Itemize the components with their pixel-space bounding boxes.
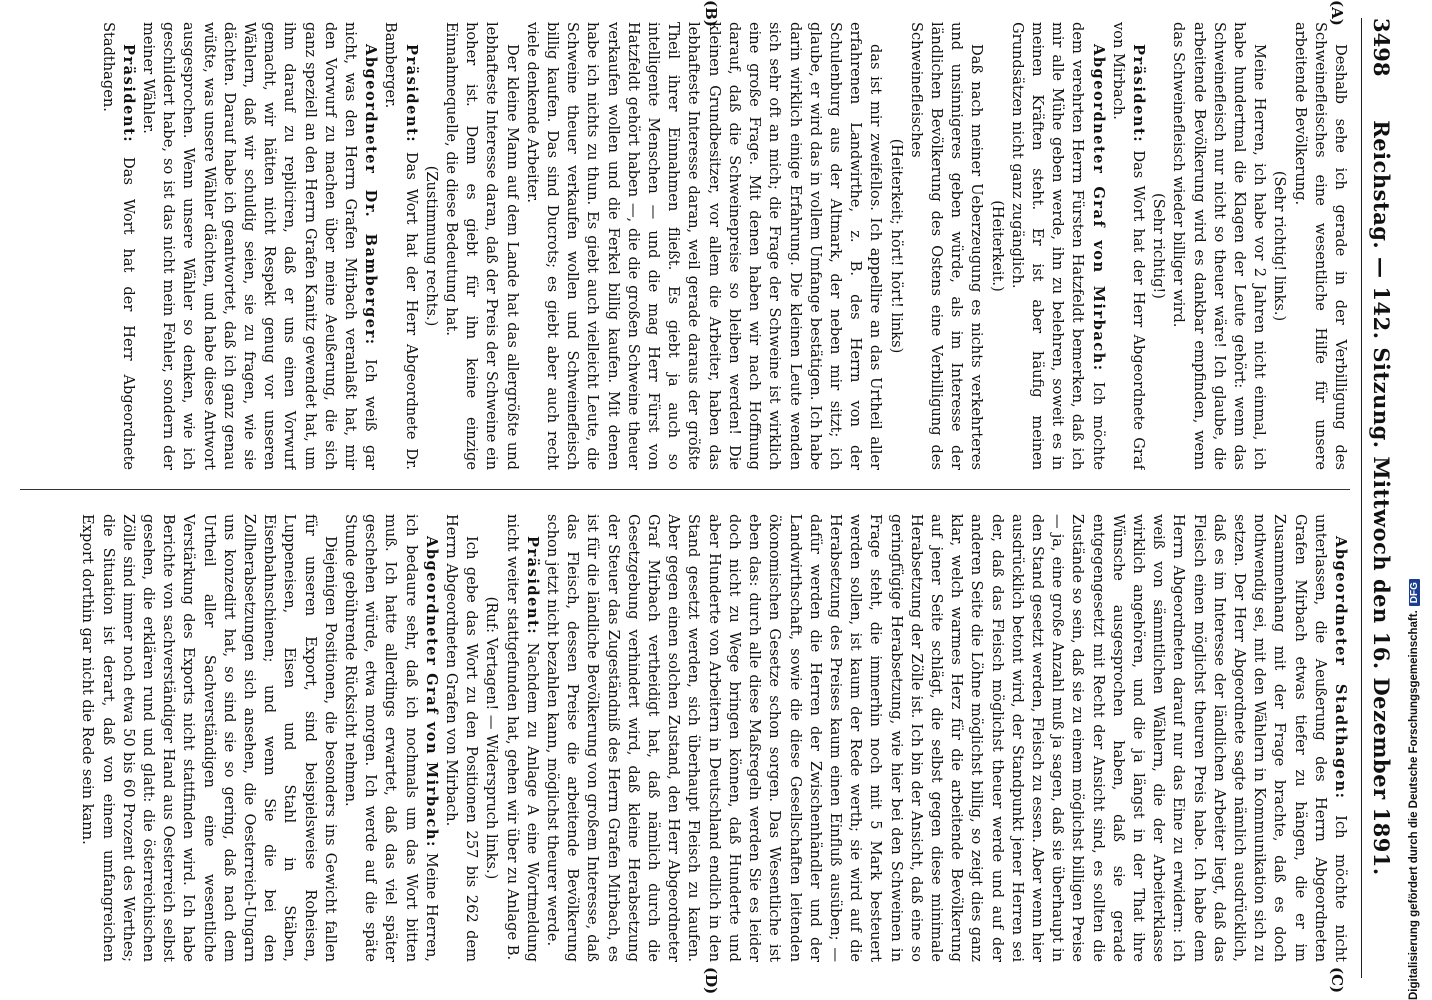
speaker-name: Präsident: xyxy=(1129,44,1147,144)
digitization-credit xyxy=(1408,0,1420,1000)
speech-text: Ich möchte dem verehrten Herrn Fürsten Hatzfeldt bemerken, daß ich mir alle Mühe geben werde, ihn zu belehren, soweit es in meinen Kräften steht. Er ist aber häufig meinen Grundsätzen nicht ganz zugänglich. xyxy=(1008,22,1107,470)
speech-paragraph xyxy=(138,22,380,470)
speech-text: Ich weiß gar nicht, was den Herrn Grafen Mirbach veranlaßt hat, mir den Vorwurf zu machen über meine Aeußerung, die sich ganz speziell an den Herrn Grafen Kanitz gewendet hat, um ihm darauf zu repliciren, daß er uns einen Vorwurf gemacht, wir hätten nicht Respekt genug vor unseren Wählern, daß wir schuldig seien, sie zu fragen, wie sie dächten. Darauf habe ich geantwortet, daß ich ganz genau wüßte, was unsere Wähler dächten, und habe diese Antwort ausgesprochen. Wenn unsere Wähler so denken, wie ich geschildert habe, so ist das nicht mein Fehler, sondern der meiner Wähler. xyxy=(140,22,380,470)
stage-direction: (Zustimmung rechts.) xyxy=(422,165,440,327)
speech-paragraph xyxy=(97,22,137,470)
speech-paragraph xyxy=(501,514,541,962)
speaker-name: Abgeordneter Graf von Mirbach: xyxy=(422,536,440,848)
right-column xyxy=(20,514,1350,962)
speech-text: Das Wort hat der Herr Abgeordnete Graf von Mirbach. xyxy=(1109,22,1147,470)
credit-text: Digitalisierung gefördert durch die Deutsche Forschungsgemeinschaft. xyxy=(1408,610,1420,1000)
left-column xyxy=(20,22,1350,470)
speech-text: Das Wort hat der Herr Abgeordnete Stadthagen. xyxy=(99,22,137,470)
page-number: 3498 xyxy=(1369,18,1394,77)
text-paragraph: das ist mir zweifellos. Ich appellire an das Urtheil aller erfahrenen Landwirthe, z. B. des Herrn von der Schulenburg aus der Altmark, der neben mir sitzt; ich glaube, er wird das in vollem Umfange bestätigen. Ich habe darin wirklich einige Erfahrung. Die kleinen Leute wenden sich sehr oft an mich; die Frage der Schweine ist wirklich eine große Frage. Mit denen haben wir nach Hoffnung darauf, daß die Schweinepreise so bleiben werden! Die kleinen Grundbesitzer, vor allem die Arbeiter, haben das lebhafteste Interesse daran, weil gerade daraus der größte Theil ihrer Einnahmen fließt. Es giebt ja auch so intelligente Menschen — und die mag Herr Fürst von Hatzfeldt gehört haben —, die die großen Schweine theuer verkaufen wollen und die Ferkel billig kaufen. Mit denen habe ich nichts zu thun. Es giebt auch vielleicht Leute, die Schweine theuer verkaufen wollen und Schweinefleisch billig kaufen. Das sind Ducrots; es giebt aber auch recht viele denkende Arbeiter. xyxy=(523,22,885,470)
text-paragraph: Diejenigen Positionen, die besonders ins Gewicht fallen für unseren Export, sind beispielsweise Roheisen, Luppeneisen, Eisen und Stahl in Stäben, Eisenbahnschienen; und wenn Sie die bei den Zollherabsetzungen sich ansehen, die Oesterreich-Ungarn uns konzedirt hat, so sind sie so gering, daß nach dem Urtheil aller Sachverständigen eine wesentliche Verstärkung des Exports nicht stattfinden wird. Ich habe Berichte von sachverständiger Hand aus Oesterreich selbst gesehen, die erklären rund und glatt: die österreichischen Zölle sind immer noch etwa 50 bis 60 Prozent des Werthes; die Situation ist derart, daß von einem umfangreichen Export dorthin gar nicht die Rede sein kann. xyxy=(79,514,339,962)
speech-text: Meine Herren, ich bedaure sehr, daß ich nochmals um das Wort bitten muß. Ich hatte allerdings erwartet, daß das viel später geschehen würde, etwa morgen. Ich werde auf die späte Stunde gebührende Rücksicht nehmen. xyxy=(342,514,440,962)
text-paragraph: Deshalb sehe ich gerade in der Verbilligung des Schweinefleisches eine wesentliche Hilfe für unsere arbeitende Bevölkerung. xyxy=(1291,22,1349,470)
speaker-name: Abgeordneter Graf von Mirbach: xyxy=(1089,44,1107,372)
speaker-name: Präsident: xyxy=(523,536,541,636)
speech-paragraph xyxy=(340,514,441,962)
margin-mark-b: (B) xyxy=(702,0,720,27)
speech-text: Das Wort hat der Herr Abgeordnete Dr. Bamberger. xyxy=(382,22,420,470)
speech-paragraph xyxy=(1007,22,1108,470)
text-paragraph: Ich gebe das Wort zu den Positionen 257 bis 262 dem Herrn Abgeordneten Grafen von Mirbach. xyxy=(443,514,481,962)
margin-mark-c: (C) xyxy=(1328,967,1346,994)
speech-paragraph xyxy=(1108,22,1148,470)
stage-direction: (Sehr richtig! links.) xyxy=(1271,170,1289,322)
speaker-name: Abgeordneter Dr. Bamberger: xyxy=(362,44,380,346)
speaker-name: Präsident: xyxy=(119,44,137,144)
stage-direction: (Heiterkeit.) xyxy=(988,200,1006,292)
speech-text: Nachdem zu Anlage A eine Wortmeldung nicht weiter stattgefunden hat, gehen wir über zu Anlage B. xyxy=(503,514,541,962)
stage-direction: (Ruf: Vertagen! — Widerspruch links.) xyxy=(483,596,501,880)
column-divider xyxy=(20,489,1350,490)
text-paragraph: Meine Herren, ich habe vor 2 Jahren nicht einmal, ich habe hundertmal die Klagen der Leute gehört: wenn das Schweinefleisch nur nicht so theuer wäre! Ich glaube, die arbeitende Bevölkerung wird es dankbar empfinden, wenn das Schweinefleisch wieder billiger wird. xyxy=(1170,22,1269,470)
page-header xyxy=(1361,18,1396,978)
text-paragraph: Der kleine Mann auf dem Lande hat das allergrößte und lebhafteste Interesse daran, daß der Preis der Schweine ein hoher ist. Denn es giebt für ihn keine einzige Einnahmequelle, die diese Bedeutung hat. xyxy=(443,22,521,470)
speaker-name: Präsident: xyxy=(402,44,420,144)
speech-paragraph xyxy=(542,514,1350,962)
speech-text: Ich möchte nicht unterlassen, die Aeußerung des Herrn Abgeordneten Grafen Mirbach etwas tiefer zu hängen, die er im Zusammenhang mit der Frage brachte, daß es doch nothwendig sei, mit den Wählern in Kommunikation sich zu setzen. Der Herr Abgeordnete sagte nämlich ausdrücklich, daß es im Interesse der ländlichen Arbeiter liegt, daß das Fleisch einen möglichst theuren Preis habe. Ich habe dem Herrn Abgeordneten darauf nur das Eine zu erwidern: ich weiß von sämmtlichen Wählern, die der Arbeiterklasse wirklich angehören, und die ja längst in der That ihre Wünsche ausgesprochen haben, daß sie gerade entgegengesetzt mit Recht der Ansicht sind, es sollten die Zustände so sein, daß sie zu einem möglichst billigen Preise — ja, eine große Anzahl muß ja sagen, daß sie überhaupt in den Stand gesetzt werden, Fleisch zu essen. Aber wenn hier ausdrücklich betont wird, der Standpunkt jener Herren sei der, daß das Fleisch möglichst theuer werde und auf der anderen Seite die Löhne möglichst billig, so zeigt dies ganz klar, welch warmes Herz für die arbeitende Bevölkerung auf jener Seite schlägt, die selbst gegen diese minimale Herabsetzung der Zölle ist. Ich bin der Ansicht, daß eine so geringfügige Herabsetzung, wie hier bei den Schweinen in Frage steht, die immerhin noch mit 5 Mark besteuert werden sollen, ist kaum der Rede werth; sie wird auf die Herabsetzung des Preises kaum einen Einfluß ausüben; — dafür werden die Herren der Zwischenhändler und der Landwirthschaft, sowie die diese Gesellschaften leitenden ökonomischen Gesetze schon sorgen. Das Wesentliche ist eben das: durch alle diese Maßregeln werden Sie es leider doch nicht zu Wege bringen können, daß Hunderte und aber Hunderte von Arbeitern in Deutschland endlich in den Stand gesetzt werden, sich überhaupt Fleisch zu kaufen. Aber gegen einen solchen Zustand, den Herr Abgeordneter Graf Mirbach vertheidigt hat, daß nämlich durch die Gesetzgebung verhindert wird, daß kleine Herabsetzung der Steuer das Zugeständniß des Herrn Grafen Mirbach, es ist für die ländliche Bevölkerung von großem Interesse, daß das Fleisch, dessen Preise die arbeitende Bevölkerung schon jetzt nicht bezahlen kann, möglichst theurer werde. xyxy=(544,514,1349,962)
text-paragraph: Daß nach meiner Ueberzeugung es nichts verkehrteres und unsinnigeres geben würde, als im Interesse der ländlichen Bevölkerung des Ostens eine Verbilligung des Schweinefleisches xyxy=(907,22,986,470)
stage-direction: (Sehr richtig!) xyxy=(1150,193,1168,299)
stage-direction: (Heiterkeit; hört! hört! links) xyxy=(887,138,905,354)
margin-mark-d: (D) xyxy=(702,967,720,995)
dfg-logo: DFG xyxy=(1409,579,1420,606)
speaker-name: Abgeordneter Stadthagen: xyxy=(1332,536,1349,800)
page-title: Reichstag. — 142. Sitzung. Mittwoch den 16. Dezember 1891. xyxy=(1369,120,1394,876)
speech-paragraph xyxy=(380,22,420,470)
margin-mark-a: (A) xyxy=(1328,0,1346,26)
